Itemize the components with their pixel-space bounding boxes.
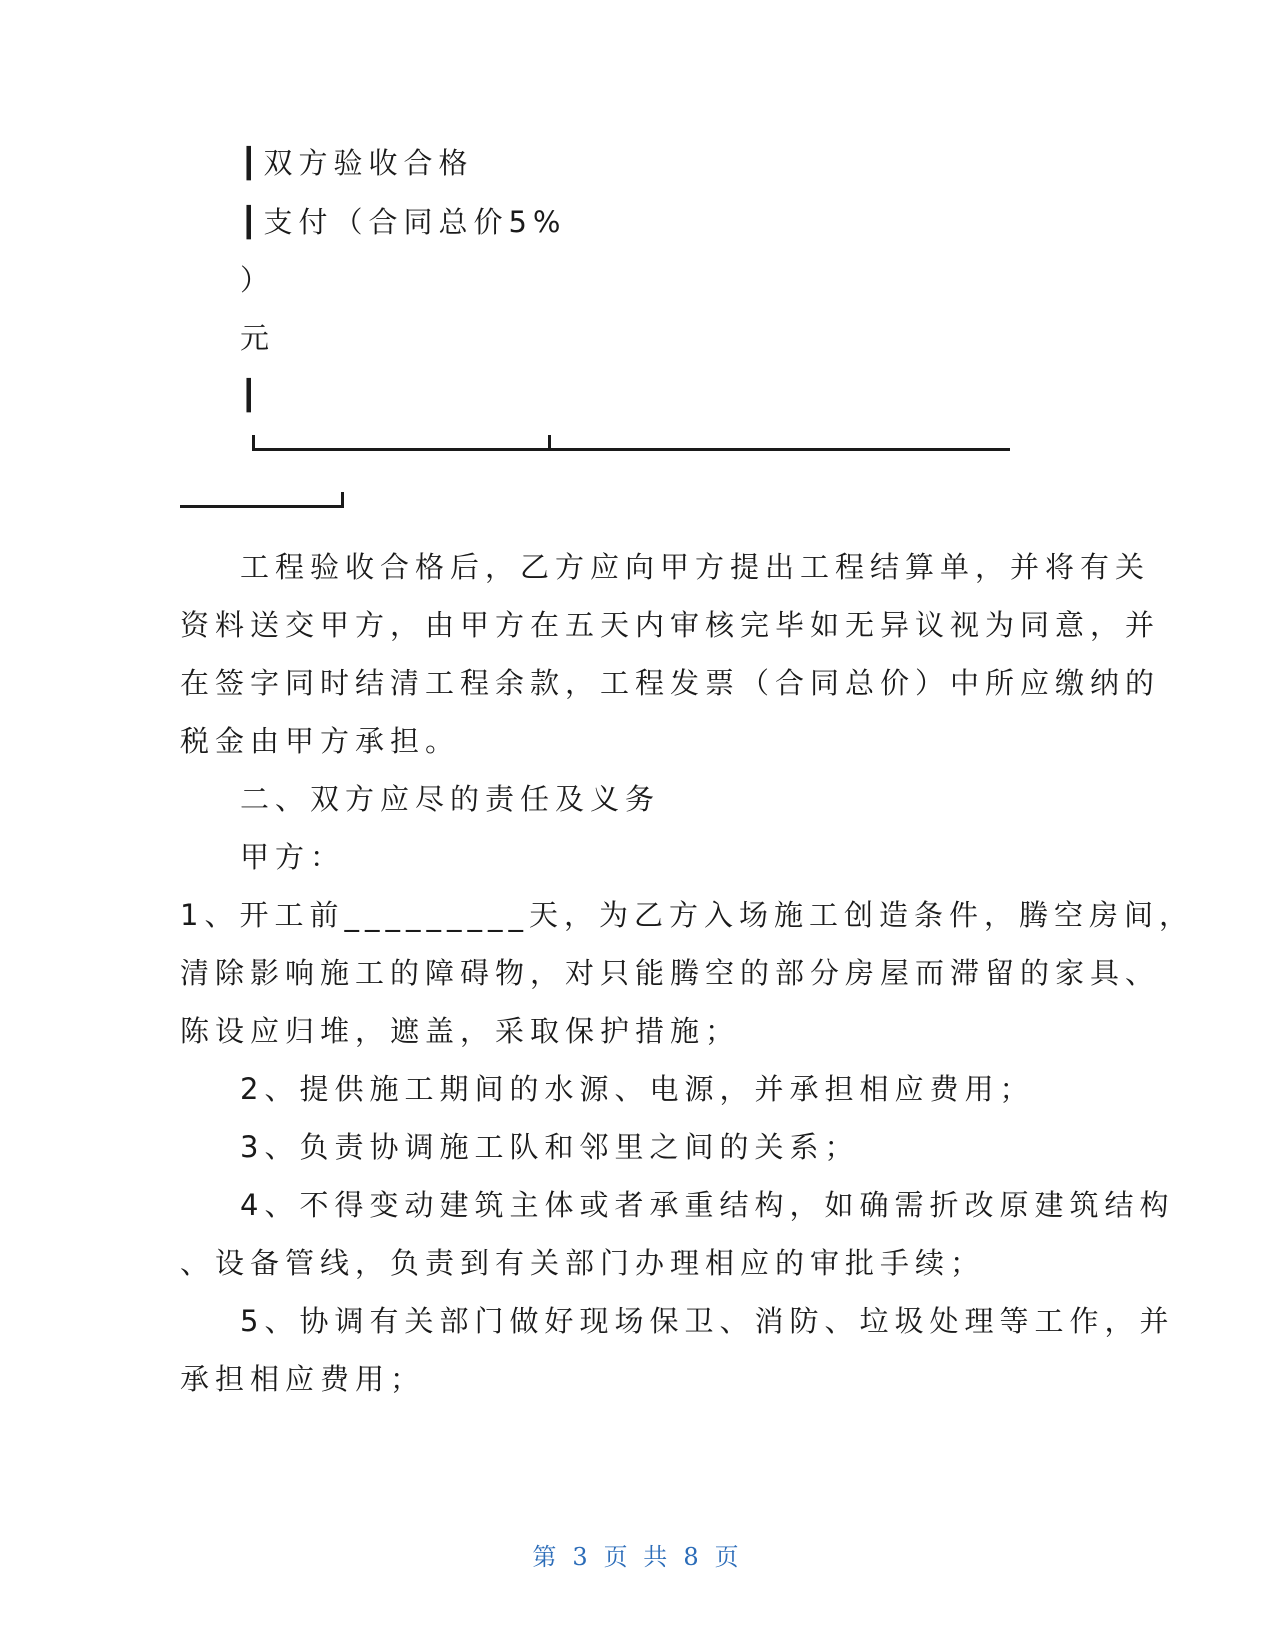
paragraph-settlement-line3: 在签字同时结清工程余款，工程发票（合同总价）中所应缴纳的: [180, 666, 1161, 700]
item2: 2、提供施工期间的水源、电源，并承担相应费用；: [240, 1072, 1035, 1106]
footer-total-pages: 8: [683, 1543, 703, 1571]
item1-line2: 清除影响施工的障碍物，对只能腾空的部分房屋而滞留的家具、: [180, 956, 1161, 990]
table-border-continuation: [180, 505, 343, 508]
item1-line1: 1、开工前_________天，为乙方入场施工创造条件，腾空房间，: [180, 898, 1194, 932]
footer-suffix: 页: [714, 1543, 743, 1571]
table-cell-paren: ）: [240, 263, 276, 297]
table-cell-yuan: 元: [240, 321, 276, 355]
table-cell-acceptance: ┃双方验收合格: [240, 146, 474, 180]
section-title: 二、双方应尽的责任及义务: [240, 782, 661, 816]
party-a-label: 甲方：: [240, 840, 346, 874]
table-border-right: [341, 492, 344, 508]
table-border-mid: [548, 435, 551, 451]
item5-line1: 5、协调有关部门做好现场保卫、消防、垃圾处理等工作，并: [240, 1304, 1175, 1338]
item3: 3、负责协调施工队和邻里之间的关系；: [240, 1130, 860, 1164]
item4-line2: 、设备管线，负责到有关部门办理相应的审批手续；: [180, 1246, 986, 1280]
table-border-bottom: [252, 448, 1010, 451]
item4-line1: 4、不得变动建筑主体或者承重结构，如确需折改原建筑结构: [240, 1188, 1175, 1222]
paragraph-settlement-line2: 资料送交甲方，由甲方在五天内审核完毕如无异议视为同意，并: [180, 608, 1161, 642]
item5-line2: 承担相应费用；: [180, 1362, 426, 1396]
paragraph-settlement-line1: 工程验收合格后，乙方应向甲方提出工程结算单，并将有关: [240, 550, 1151, 584]
footer-middle: 页 共: [603, 1543, 672, 1571]
page-footer: [0, 1537, 1275, 1572]
footer-current-page: 3: [572, 1543, 592, 1571]
item1-line3: 陈设应归堆，遮盖，采取保护措施；: [180, 1014, 741, 1048]
table-cell-payment: ┃支付（合同总价5%: [240, 205, 567, 239]
paragraph-settlement-line4: 税金由甲方承担。: [180, 724, 461, 758]
footer-prefix: 第: [532, 1543, 561, 1571]
table-cell-border: ┃: [240, 378, 264, 412]
